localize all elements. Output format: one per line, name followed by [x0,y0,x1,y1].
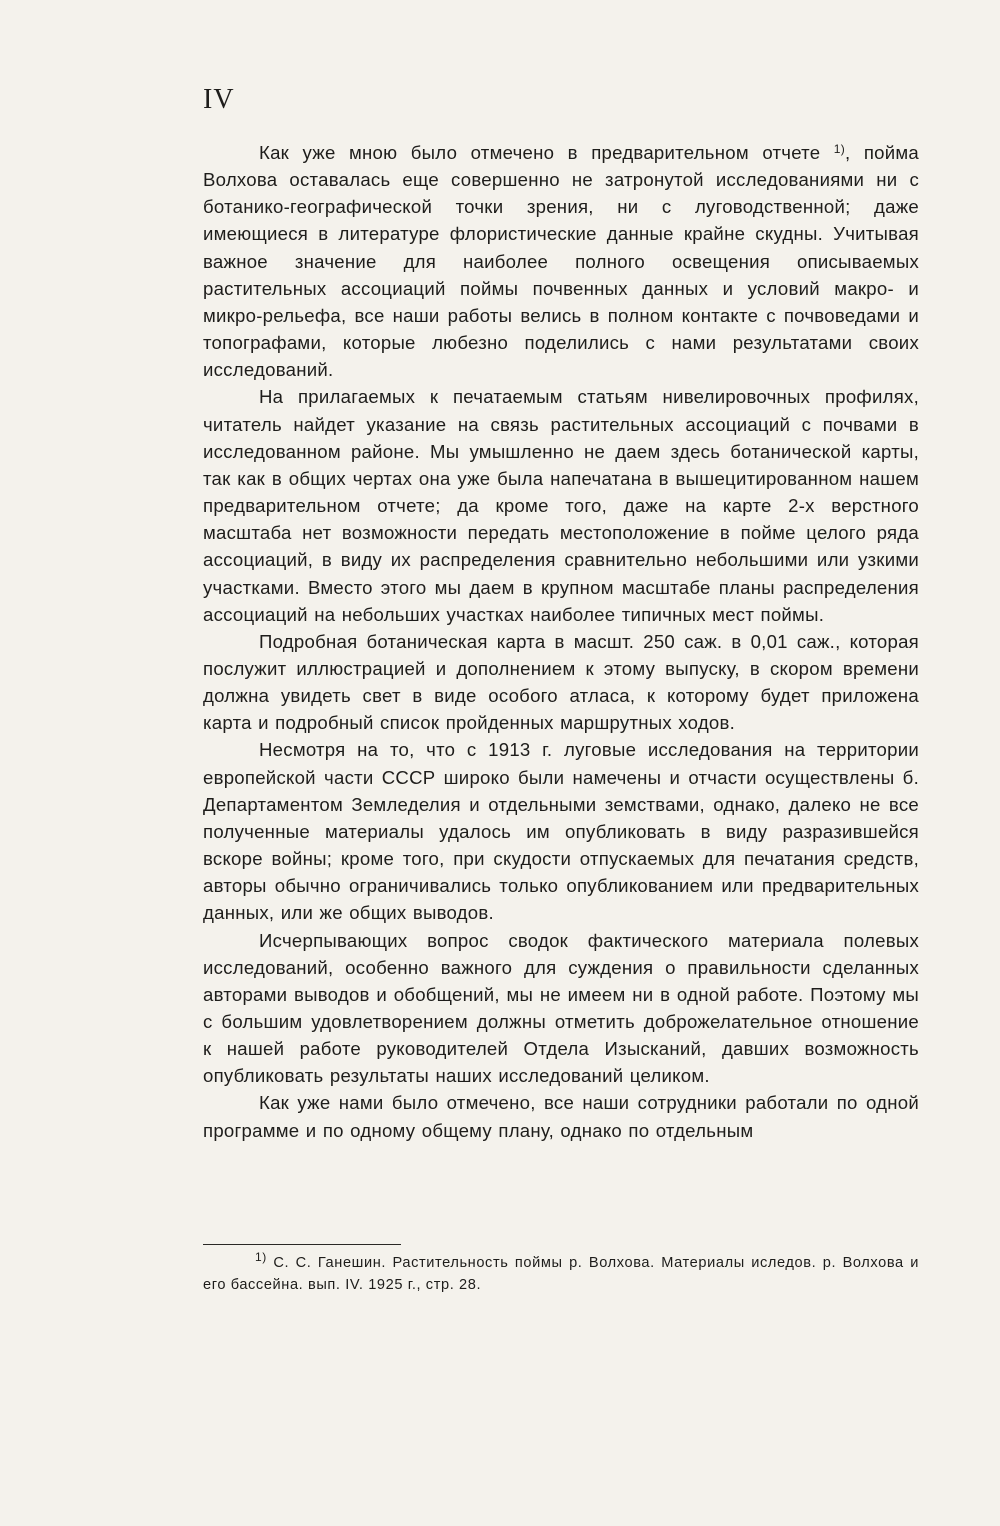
footnote-reference: 1) [833,142,845,156]
footnote [203,1252,919,1296]
paragraph-continued: Как уже нами было отмечено, все наши сотрудники работали по одной программе и по одному общему плану, однако по отдельным [203,1092,919,1141]
paragraph: На прилагаемых к печатаемым статьям нивелировочных профилях, читатель найдет указание на связь растительных ассоциаций с почвами в исследованном районе. Мы умышленно не даем здесь ботанической карты, так как в общих чертах она уже была напечатана в вышецитированном нашем предварительном отчете; да кроме того, даже на карте 2-х верстного масштаба нет возможности передать местоположение в пойме целого ряда ассоциаций, в виду их распределения сравнительно небольшими или узкими участками. Вместо этого мы даем в крупном масштабе планы распределения ассоциаций на небольших участках наиболее типичных мест поймы. [203,386,919,625]
paragraph: Несмотря на то, что с 1913 г. луговые исследования на территории европейской части СССР широко были намечены и отчасти осуществлены б. Департаментом Земледелия и отдельными земствами, однако, далеко не все полученные материалы удалось им опубликовать в виду разразившейся вскоре войны; кроме того, при скудости отпускаемых для печатания средств, авторы обычно ограничивались только опубликованием или предварительных данных, или же общих выводов. [203,739,919,924]
paragraph [203,139,919,383]
body-text [203,139,919,1144]
paragraph: Подробная ботаническая карта в масшт. 250 саж. в 0,01 саж., которая послужит иллюстрацией и дополнением к этому выпуску, в скором времени должна увидеть свет в виде особого атласа, к которому будет приложена карта и подробный список пройденных маршрутных ходов. [203,630,919,734]
page-number: IV [203,84,235,115]
paragraph-text: , пойма Волхова оставалась еще совершенно не затронутой исследованиями ни с ботанико-географической точки зрения, ни с луговодственной; даже имеющиеся в литературе флористические данные крайне скудны. Учитывая важное значение для наиболее полного освещения описываемых растительных ассоциаций поймы почвенных данных и условий макро- и микро-рельефа, все наши работы велись в полном контакте с почвоведами и топографами, которые любезно поделились с нами результатами своих исследований. [203,142,919,381]
paragraph: Исчерпывающих вопрос сводок фактического материала полевых исследований, особенно важного для суждения о правильности сделанных авторами выводов и обобщений, мы не имеем ни в одной работе. Поэтому мы с большим удовлетворением должны отметить доброжелательное отношение к нашей работе руководителей Отдела Изысканий, давших возможность опубликовать результаты наших исследований целиком. [203,929,919,1087]
footnote-marker: 1) [255,1250,267,1264]
footnote-text: С. С. Ганешин. Растительность поймы р. Волхова. Материалы иследов. р. Волхова и его бассейна. вып. IV. 1925 г., стр. 28. [203,1255,919,1293]
footnote-divider [203,1244,401,1245]
paragraph-text: Как уже мною было отмечено в предварительном отчете [259,142,834,163]
